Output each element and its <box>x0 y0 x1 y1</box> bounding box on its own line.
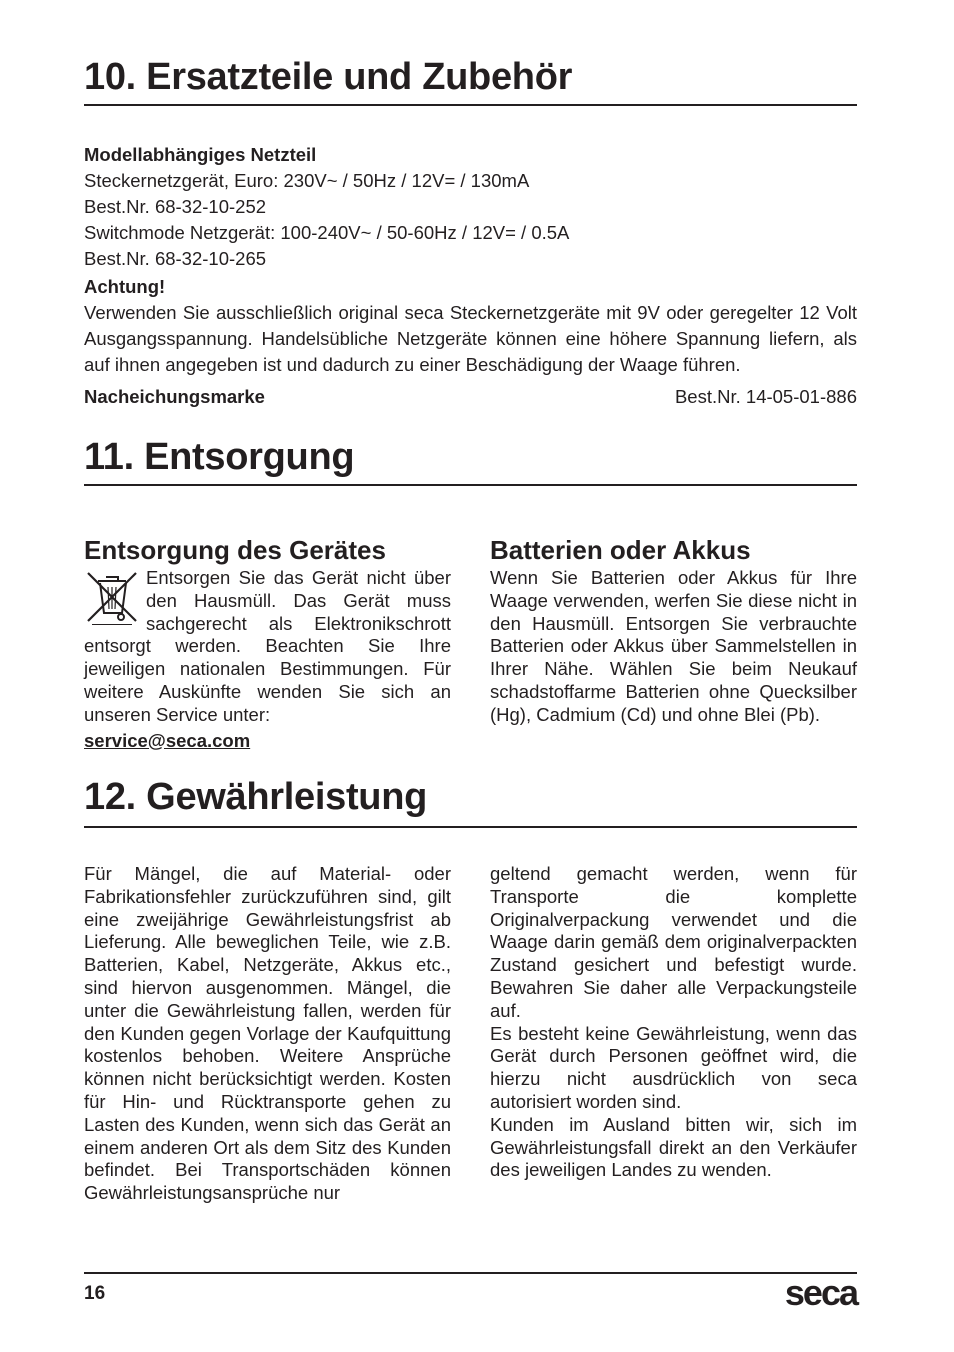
page-number: 16 <box>84 1283 106 1304</box>
gewaehrleistung-left-text: Für Mängel, die auf Material- oder Fabrikationsfehler zurückzuführen sind, gilt eine zweijährige Gewährleistungsfrist ab Lieferung. Alle beweglichen Teile, wie z.B. Batterien, Kabel, Netzgeräte, Akkus etc., sind hiervon ausgenommen. Mängel, die unter die Gewährleistung fallen, werden für den Kunden gegen Vorlage der Kaufquittung kostenlos behoben. Weitere Ansprüche können nicht berücksichtigt werden. Kosten für Hin- und Rücktransporte gehen zu Lasten des Kunden, wenn sich das Gerät an einem anderen Ort als dem Sitz des Kunden befindet. Bei Transportschäden können Gewährleistungsansprüche nur <box>84 863 451 1204</box>
achtung-heading: Achtung! <box>84 276 166 297</box>
crossed-out-wheelie-bin-icon <box>84 567 140 625</box>
batterien-heading: Batterien oder Akkus <box>490 535 751 565</box>
nacheichung-number: Best.Nr. 14-05-01-886 <box>674 386 857 407</box>
section-10-rule <box>84 104 857 106</box>
service-email-link[interactable]: service@seca.com <box>84 729 251 751</box>
netzteil-line-1: Steckernetzgerät, Euro: 230V~ / 50Hz / 12V= / 130mA <box>84 170 530 191</box>
gewaehrleistung-right-p3: Kunden im Ausland bitten wir, sich im Gewährleistungsfall direkt an den Verkäufer des jeweiligen Landes zu wenden. <box>490 1113 857 1181</box>
seca-logo: seca <box>784 1272 857 1313</box>
section-11-title: 11. Entsorgung <box>84 436 355 478</box>
gewaehrleistung-right-p1: geltend gemacht werden, wenn für Transporte die komplette Originalverpackung verwendet und die Waage darin gemäß dem originalverpackten Zustand gesichert und befestigt wurde. Bewahren Sie daher alle Verpackungsteile auf. <box>490 863 857 1021</box>
netzteil-line-4: Best.Nr. 68-32-10-265 <box>84 248 267 269</box>
section-10-title: 10. Ersatzteile und Zubehör <box>84 56 573 98</box>
gewaehrleistung-right-column <box>490 863 857 1182</box>
batterien-text: Wenn Sie Batterien oder Akkus für Ihre Waage verwenden, werfen Sie diese nicht in den Hausmüll. Entsorgen Sie verbrauchte Batterien oder Akkus über Sammelstellen in Ihrer Nähe. Wählen Sie beim Neukauf schadstoffarme Batterien ohne Quecksilber (Hg), Cadmium (Cd) und ohne Blei (Pb). <box>490 567 857 725</box>
netzteil-line-3: Switchmode Netzgerät: 100-240V~ / 50-60Hz / 12V= / 0.5A <box>84 222 570 243</box>
netzteil-line-2: Best.Nr. 68-32-10-252 <box>84 196 267 217</box>
entsorgung-geraet-text: Entsorgen Sie das Gerät nicht über den Hausmüll. Das Gerät muss sachgerecht als Elektronikschrott entsorgt werden. Beachten Sie Ihre jeweiligen nationalen Bestimmungen. Für weitere Auskünfte wenden Sie sich an unseren Service unter: <box>84 567 451 725</box>
achtung-text: Verwenden Sie ausschließlich original seca Steckernetzgeräte mit 9V oder geregelter 12 Volt Ausgangsspannung. Handelsübliche Netzgeräte können eine höhere Spannung liefern, als auf ihnen angegeben ist und dadurch zu einer Beschädigung der Waage führen. <box>84 302 857 375</box>
section-11-rule <box>84 484 857 486</box>
entsorgung-geraet-block <box>84 567 451 753</box>
footer-rule <box>84 1272 857 1274</box>
section-12-rule <box>84 826 857 828</box>
section-12-title: 12. Gewährleistung <box>84 776 428 818</box>
bin-icon-wrapper <box>84 567 146 633</box>
nacheichung-label: Nacheichungsmarke <box>84 386 265 407</box>
netzteil-heading: Modellabhängiges Netzteil <box>84 144 317 165</box>
entsorgung-geraet-heading: Entsorgung des Gerätes <box>84 535 386 565</box>
gewaehrleistung-right-p2: Es besteht keine Gewährleistung, wenn das Gerät durch Personen geöffnet wird, die hierzu nicht ausdrücklich von seca autorisiert worden sind. <box>490 1022 857 1112</box>
